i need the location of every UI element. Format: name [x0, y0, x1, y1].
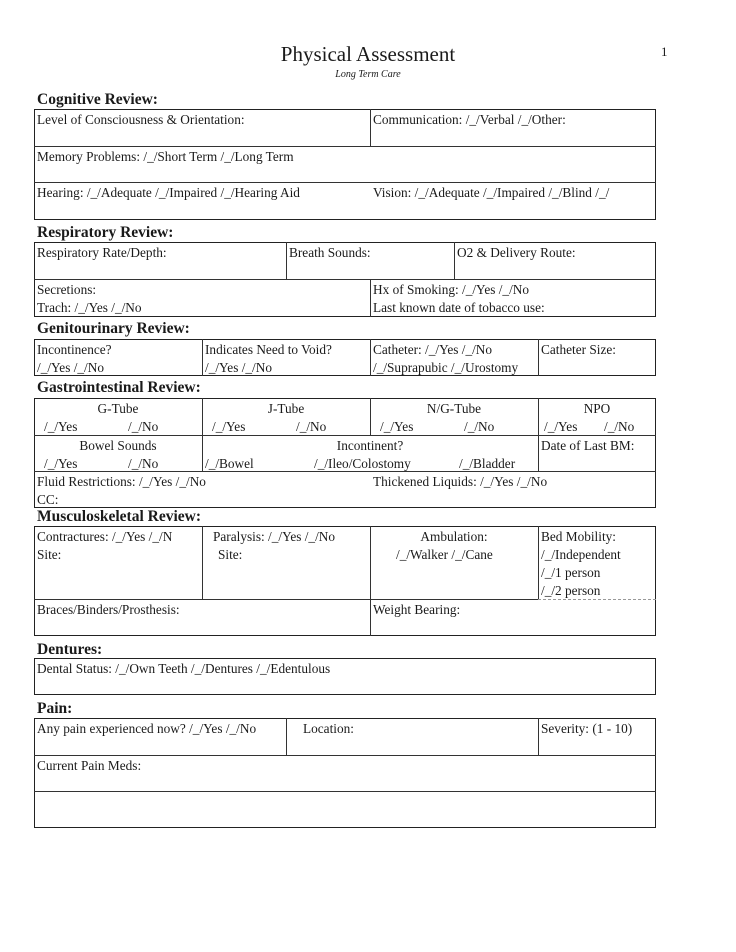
bowel-sounds-no-option[interactable]: /_/No [128, 456, 159, 471]
pain-heading: Pain: [37, 700, 73, 717]
secretions-field[interactable]: Secretions: [37, 282, 97, 297]
contractures-field[interactable]: Contractures: /_/Yes /_/N [37, 529, 173, 544]
catheter-type-options[interactable]: /_/Suprapubic /_/Urostomy [373, 360, 519, 375]
col-divider [370, 109, 371, 146]
row-divider [34, 435, 656, 436]
thickened-liquids-field[interactable]: Thickened Liquids: /_/Yes /_/No [373, 474, 548, 489]
breath-sounds-field[interactable]: Breath Sounds: [289, 245, 371, 260]
musculoskeletal-review-heading: Musculoskeletal Review: [37, 508, 202, 525]
bowel-sounds-yes-option[interactable]: /_/Yes [44, 456, 78, 471]
npo-label: NPO [583, 401, 611, 416]
pain-now-field[interactable]: Any pain experienced now? /_/Yes /_/No [37, 721, 257, 736]
incontinence-label: Incontinence? [37, 342, 112, 357]
pain-notes-field[interactable] [37, 794, 637, 824]
ng-tube-label: N/G-Tube [426, 401, 482, 416]
tobacco-date-field[interactable]: Last known date of tobacco use: [373, 300, 545, 315]
o2-delivery-field[interactable]: O2 & Delivery Route: [457, 245, 576, 260]
bed-mobility-label: Bed Mobility: [541, 529, 616, 544]
dentures-heading: Dentures: [37, 641, 103, 658]
col-divider [202, 339, 203, 376]
ambulation-label: Ambulation: [420, 529, 488, 544]
npo-yes-option[interactable]: /_/Yes [544, 419, 578, 434]
j-tube-label: J-Tube [267, 401, 305, 416]
vision-field[interactable]: Vision: /_/Adequate /_/Impaired /_/Blind /_/ [373, 185, 610, 200]
trach-field[interactable]: Trach: /_/Yes /_/No [37, 300, 142, 315]
paralysis-field[interactable]: Paralysis: /_/Yes /_/No [213, 529, 336, 544]
bowel-sounds-label: Bowel Sounds [79, 438, 157, 453]
current-pain-meds-field[interactable]: Current Pain Meds: [37, 758, 142, 773]
row-divider [538, 599, 656, 600]
j-tube-no-option[interactable]: /_/No [296, 419, 327, 434]
g-tube-label: G-Tube [97, 401, 139, 416]
npo-no-option[interactable]: /_/No [604, 419, 635, 434]
memory-problems-field[interactable]: Memory Problems: /_/Short Term /_/Long Term [37, 149, 294, 164]
col-divider [286, 718, 287, 755]
incontinent-bowel-option[interactable]: /_/Bowel [205, 456, 254, 471]
last-bm-date-field[interactable]: Date of Last BM: [541, 438, 635, 453]
row-divider [34, 755, 656, 756]
row-divider [34, 599, 538, 600]
ambulation-options[interactable]: /_/Walker /_/Cane [396, 547, 493, 562]
col-divider [286, 242, 287, 279]
bed-mobility-independent-option[interactable]: /_/Independent [541, 547, 621, 562]
respiratory-review-heading: Respiratory Review: [37, 224, 174, 241]
col-divider [454, 242, 455, 279]
page-title: Physical Assessment [280, 42, 456, 66]
ng-tube-no-option[interactable]: /_/No [464, 419, 495, 434]
smoking-history-field[interactable]: Hx of Smoking: /_/Yes /_/No [373, 282, 530, 297]
dental-status-field[interactable]: Dental Status: /_/Own Teeth /_/Dentures /_/Edentulous [37, 661, 331, 676]
incontinent-label: Incontinent? [336, 438, 404, 453]
incontinent-bladder-option[interactable]: /_/Bladder [459, 456, 516, 471]
catheter-options[interactable]: Catheter: /_/Yes /_/No [373, 342, 493, 357]
paralysis-site-field[interactable]: Site: [218, 547, 243, 562]
col-divider [370, 279, 371, 317]
need-to-void-label: Indicates Need to Void? [205, 342, 332, 357]
g-tube-no-option[interactable]: /_/No [128, 419, 159, 434]
braces-prosthesis-field[interactable]: Braces/Binders/Prosthesis: [37, 602, 180, 617]
fluid-restrictions-field[interactable]: Fluid Restrictions: /_/Yes /_/No [37, 474, 206, 489]
ng-tube-yes-option[interactable]: /_/Yes [380, 419, 414, 434]
row-divider [34, 182, 656, 183]
page-subtitle: Long Term Care [335, 69, 401, 80]
catheter-size-field[interactable]: Catheter Size: [541, 342, 616, 357]
row-divider [34, 791, 656, 792]
weight-bearing-field[interactable]: Weight Bearing: [373, 602, 461, 617]
col-divider [370, 339, 371, 376]
col-divider [202, 526, 203, 599]
col-divider [538, 526, 539, 599]
respiratory-rate-field[interactable]: Respiratory Rate/Depth: [37, 245, 167, 260]
pain-location-field[interactable]: Location: [303, 721, 354, 736]
cognitive-review-heading: Cognitive Review: [37, 91, 158, 108]
incontinence-options[interactable]: /_/Yes /_/No [37, 360, 104, 375]
bed-mobility-1-person-option[interactable]: /_/1 person [541, 565, 601, 580]
j-tube-yes-option[interactable]: /_/Yes [212, 419, 246, 434]
pain-severity-field[interactable]: Severity: (1 - 10) [541, 721, 633, 736]
consciousness-orientation-field[interactable]: Level of Consciousness & Orientation: [37, 112, 245, 127]
row-divider [34, 279, 656, 280]
cc-field[interactable]: CC: [37, 492, 59, 507]
row-divider [34, 146, 656, 147]
genitourinary-review-heading: Genitourinary Review: [37, 320, 190, 337]
g-tube-yes-option[interactable]: /_/Yes [44, 419, 78, 434]
col-divider [538, 718, 539, 755]
bed-mobility-2-person-option[interactable]: /_/2 person [541, 583, 601, 598]
communication-field[interactable]: Communication: /_/Verbal /_/Other: [373, 112, 566, 127]
need-to-void-options[interactable]: /_/Yes /_/No [205, 360, 272, 375]
contractures-site-field[interactable]: Site: [37, 547, 62, 562]
gastrointestinal-review-heading: Gastrointestinal Review: [37, 379, 201, 396]
page-number: 1 [661, 44, 668, 59]
hearing-field[interactable]: Hearing: /_/Adequate /_/Impaired /_/Hearing Aid [37, 185, 300, 200]
incontinent-ileo-colostomy-option[interactable]: /_/Ileo/Colostomy [314, 456, 411, 471]
